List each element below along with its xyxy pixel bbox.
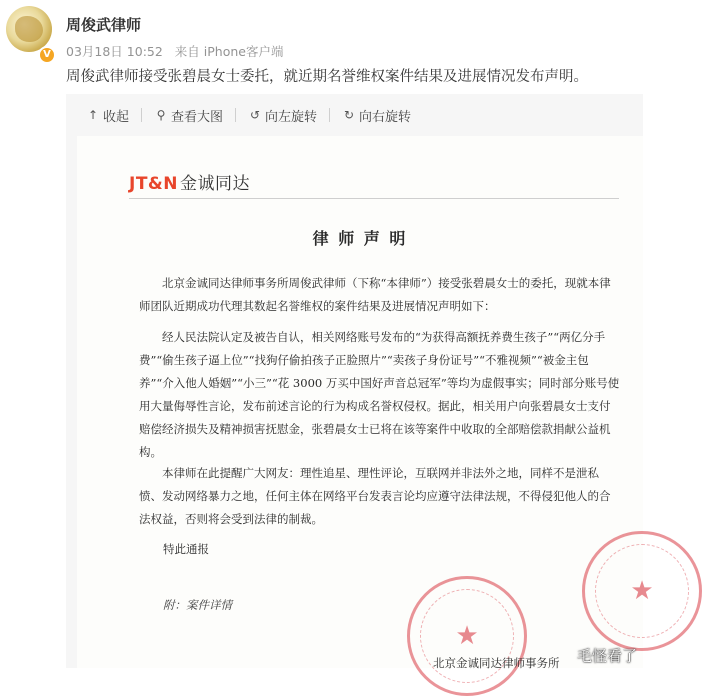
logo-latin: JT&N — [129, 174, 178, 194]
statement-document-image[interactable] — [77, 136, 654, 670]
document-title: 律 师 声 明 — [312, 229, 408, 248]
rotate-left-label: 向左旋转 — [265, 109, 318, 125]
rotate-left-button[interactable] — [248, 106, 317, 125]
arrow-up-icon: ↑ — [87, 108, 99, 122]
firm-logo — [129, 169, 250, 194]
rotate-left-icon: ↺ — [250, 108, 261, 122]
header-rule — [129, 198, 619, 199]
post-date[interactable]: 03月18日 10:52 — [66, 44, 163, 59]
toolbar-divider — [329, 108, 330, 122]
collapse-button[interactable] — [86, 106, 129, 125]
view-large-button[interactable] — [154, 106, 223, 125]
paragraph-intro: 北京金诚同达律师事务所周俊武律师（下称“本律师”）接受张碧晨女士的委托，现就本律师团队近期成功代理其数起名誉维权的案件结果及进展情况声明如下： — [139, 276, 611, 313]
closing-text: 特此通报 — [163, 542, 209, 556]
attachment-note: 附：案件详情 — [163, 598, 232, 612]
image-viewer-card — [66, 94, 654, 670]
magnifier-icon: ⚲ — [156, 108, 166, 122]
toolbar-divider — [235, 108, 236, 122]
verified-badge-icon: V — [38, 46, 56, 64]
toolbar-divider — [141, 108, 142, 122]
image-toolbar — [86, 105, 423, 125]
post-text: 周俊武律师接受张碧晨女士委托，就近期名誉维权案件结果及进展情况发布声明。 — [66, 69, 588, 85]
avatar-image — [15, 16, 43, 42]
rotate-right-button[interactable] — [342, 106, 411, 125]
paragraph-reminder: 本律师在此提醒广大网友：理性追星、理性评论，互联网并非法外之地，同样不是泄私愤、发动网络暴力之地，任何主体在网络平台发表言论均应遵守法律法规，不得侵犯他人的合法权益，否则将会受到法律的制裁。 — [139, 466, 611, 526]
rotate-right-icon: ↻ — [344, 108, 355, 122]
collapse-label: 收起 — [103, 109, 130, 125]
post-source: 来自 iPhone客户端 — [174, 44, 284, 59]
seal-stamp: ★ — [407, 576, 527, 696]
view-large-label: 查看大图 — [171, 109, 224, 125]
post-meta — [66, 42, 291, 60]
firm-signature: 北京金诚同达律师事务所 — [433, 656, 560, 670]
logo-chinese: 金诚同达 — [179, 174, 250, 194]
paragraph-findings: 经人民法院认定及被告自认，相关网络账号发布的“为获得高额抚养费生孩子”“两亿分手费”“偷生孩子逼上位”“找狗仔偷拍孩子正脸照片”“卖孩子身份证号”“不雅视频”“被金主包养”“介入他人婚姻”“小三”“花 3000 万买中国好声音总冠军”等均为虚假事实；同时部分账号使用大量侮辱性言论，发布前述言论的行为构成名誉权侵权。据此，相关用户向张碧晨女士支付赔偿经济损失及精神损害抚慰金，张碧晨女士已将在该等案件中收取的全部赔偿款捐献公益机构。 — [139, 330, 620, 459]
username[interactable]: 周俊武律师 — [66, 16, 142, 34]
seal-stamp: ★ — [582, 531, 702, 651]
rotate-right-label: 向右旋转 — [359, 109, 412, 125]
watermark-text: 毛怪看了 — [576, 647, 637, 665]
